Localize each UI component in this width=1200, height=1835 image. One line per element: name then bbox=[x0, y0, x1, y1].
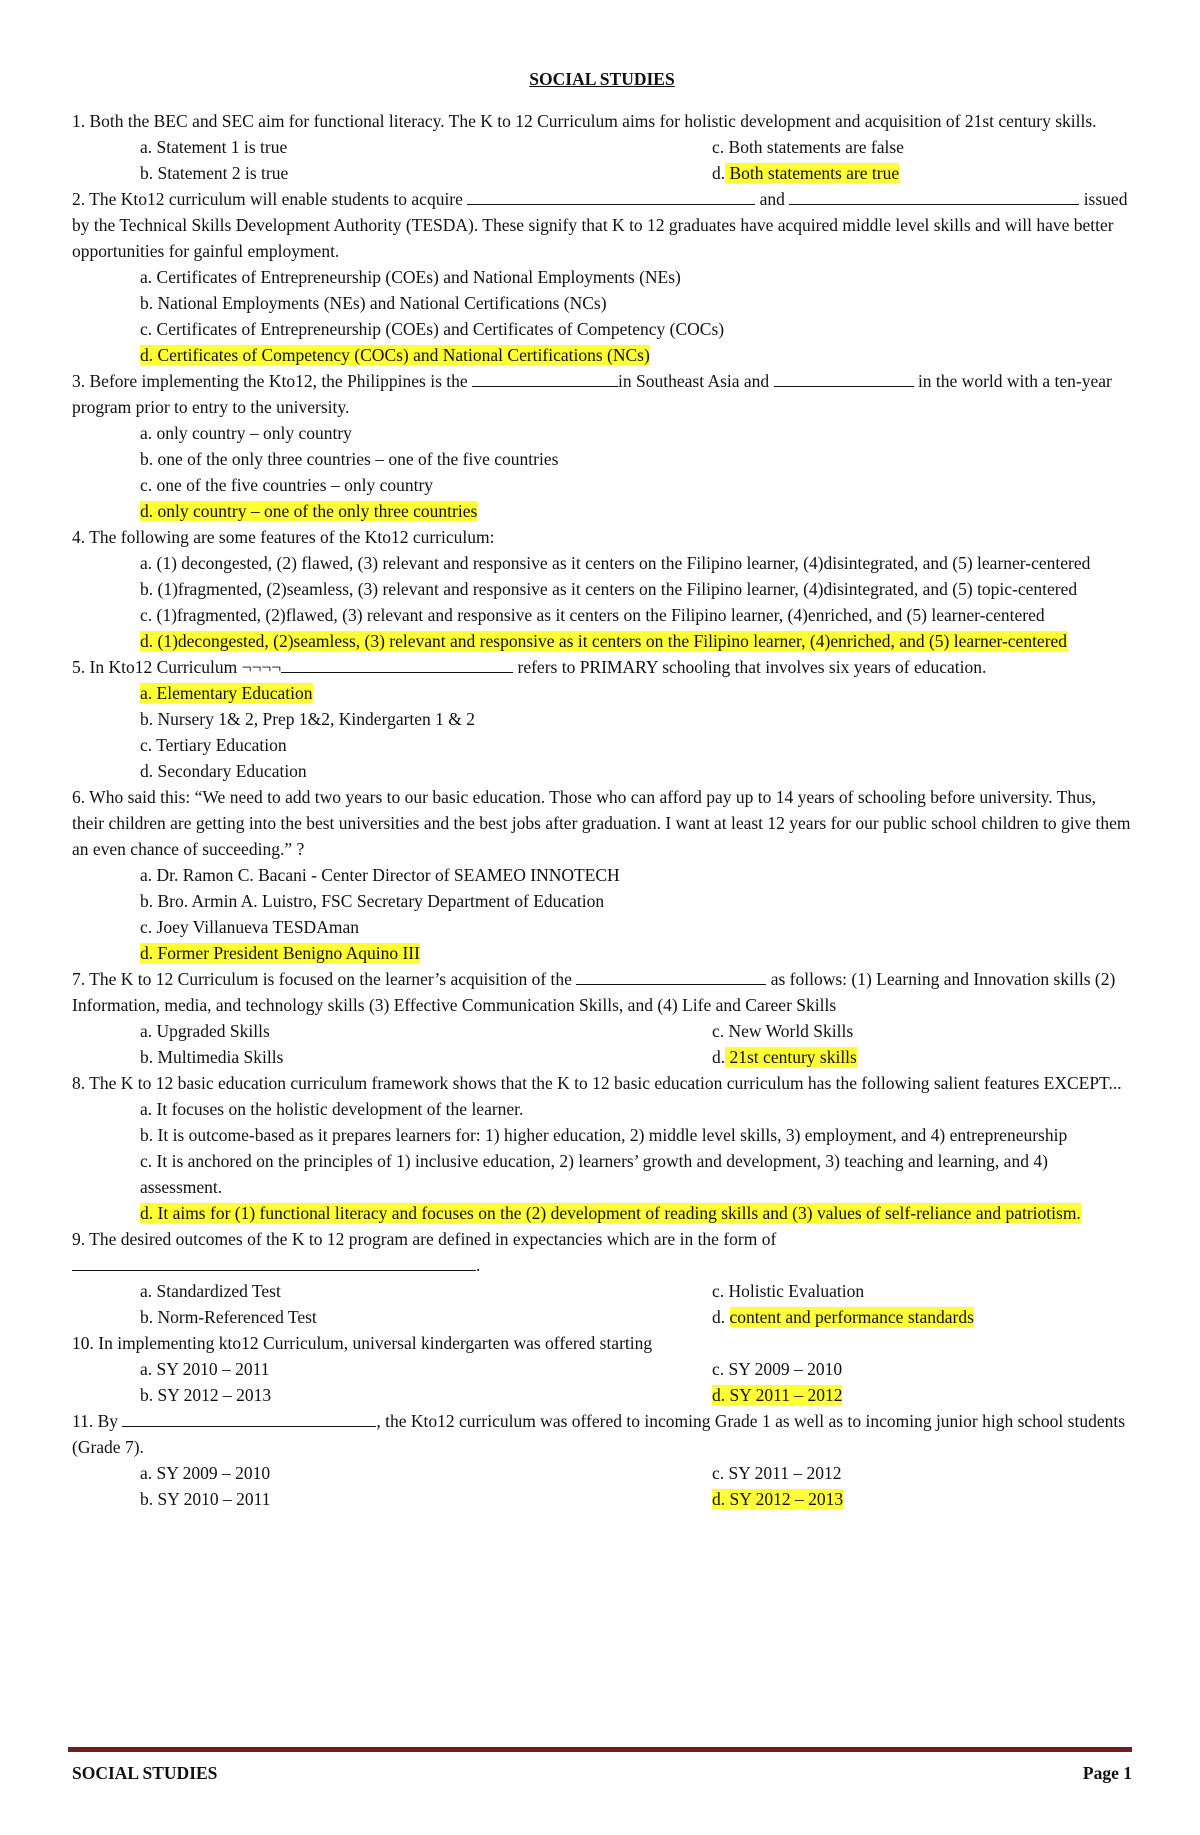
question-stem bbox=[72, 368, 1132, 420]
option-d bbox=[140, 940, 1132, 966]
option-d bbox=[712, 1044, 1132, 1070]
stem-part: refers to PRIMARY schooling that involves six years of education. bbox=[517, 657, 987, 677]
option-a: a. It focuses on the holistic development of the learner. bbox=[140, 1099, 524, 1119]
option-c: c. SY 2009 – 2010 bbox=[712, 1359, 843, 1379]
page-number: Page 1 bbox=[1082, 1763, 1132, 1783]
highlighted-answer: d. Former President Benigno Aquino III bbox=[140, 943, 420, 963]
stem-part: 11. By bbox=[72, 1411, 119, 1431]
option-d bbox=[712, 1382, 1132, 1408]
option-d bbox=[140, 1200, 1132, 1226]
stem-part: 3. Before implementing the Kto12, the Philippines is the bbox=[72, 371, 468, 391]
footer-divider bbox=[68, 1747, 1132, 1752]
highlighted-answer: a. Elementary Education bbox=[140, 683, 313, 703]
option-b: b. Nursery 1& 2, Prep 1&2, Kindergarten 1 & 2 bbox=[140, 709, 476, 729]
option-a: a. Standardized Test bbox=[140, 1281, 281, 1301]
option-a: a. Upgraded Skills bbox=[140, 1021, 270, 1041]
stem-part: in Southeast Asia and bbox=[618, 371, 770, 391]
question-7 bbox=[72, 966, 1132, 1070]
question-stem bbox=[72, 186, 1132, 264]
option-b: b. Norm-Referenced Test bbox=[140, 1307, 317, 1327]
answer-blank bbox=[472, 368, 618, 387]
option-c: c. one of the five countries – only country bbox=[140, 475, 434, 495]
option-d bbox=[140, 342, 1132, 368]
stem-part: and bbox=[759, 189, 785, 209]
option-d bbox=[712, 160, 1132, 186]
page-footer bbox=[72, 1760, 1132, 1786]
option-d bbox=[140, 628, 1132, 654]
answer-blank bbox=[467, 186, 755, 205]
answer-blank bbox=[281, 654, 513, 673]
option-b: b. (1)fragmented, (2)seamless, (3) relevant and responsive as it centers on the Filipino learner, (4)disintegrated, and (5) topic-centered bbox=[140, 579, 1078, 599]
option-prefix: d. bbox=[712, 163, 726, 183]
question-stem bbox=[72, 654, 1132, 680]
option-b: b. Statement 2 is true bbox=[140, 163, 289, 183]
answer-blank bbox=[72, 1252, 476, 1271]
option-c: c. It is anchored on the principles of 1) inclusive education, 2) learners’ growth and development, 3) teaching and learning, and 4) assessment. bbox=[140, 1151, 1048, 1197]
question-stem: 4. The following are some features of the Kto12 curriculum: bbox=[72, 527, 495, 547]
highlighted-answer: d. It aims for (1) functional literacy and focuses on the (2) development of reading skills and (3) values of self-reliance and patriotism. bbox=[140, 1203, 1081, 1223]
option-a: a. SY 2010 – 2011 bbox=[140, 1359, 270, 1379]
stem-part: issued by the Technical Skills Development Authority (TESDA). These signify that K to 12 graduates have acquired middle level skills and will have better opportunities for gainful employment. bbox=[72, 189, 1128, 261]
option-c: c. Holistic Evaluation bbox=[712, 1281, 865, 1301]
question-4 bbox=[72, 524, 1132, 654]
highlighted-answer: 21st century skills bbox=[725, 1047, 857, 1067]
question-11 bbox=[72, 1408, 1132, 1512]
answer-blank bbox=[576, 966, 766, 985]
question-10 bbox=[72, 1330, 1132, 1408]
stem-part: 7. The K to 12 Curriculum is focused on the learner’s acquisition of the bbox=[72, 969, 572, 989]
question-stem: 10. In implementing kto12 Curriculum, universal kindergarten was offered starting bbox=[72, 1333, 653, 1353]
question-stem bbox=[72, 1408, 1132, 1460]
option-prefix: d. bbox=[712, 1307, 726, 1327]
option-a: a. (1) decongested, (2) flawed, (3) relevant and responsive as it centers on the Filipino learner, (4)disintegrated, and (5) learner-centered bbox=[140, 553, 1091, 573]
question-stem: 9. The desired outcomes of the K to 12 program are defined in expectancies which are in the form of bbox=[72, 1229, 777, 1249]
option-b: b. National Employments (NEs) and National Certifications (NCs) bbox=[140, 293, 607, 313]
answer-line: . bbox=[72, 1252, 1132, 1278]
option-d bbox=[712, 1304, 1132, 1330]
stem-part: 2. The Kto12 curriculum will enable students to acquire bbox=[72, 189, 463, 209]
option-c: c. Joey Villanueva TESDAman bbox=[140, 917, 359, 937]
option-b: b. Bro. Armin A. Luistro, FSC Secretary Department of Education bbox=[140, 891, 605, 911]
stem-part: in the world with a ten-year program prior to entry to the university. bbox=[72, 371, 1112, 417]
highlighted-answer: d. SY 2011 – 2012 bbox=[712, 1385, 843, 1405]
option-d bbox=[712, 1486, 1132, 1512]
page-title: SOCIAL STUDIES bbox=[529, 69, 675, 89]
highlighted-answer: d. SY 2012 – 2013 bbox=[712, 1489, 844, 1509]
answer-blank bbox=[122, 1408, 376, 1427]
highlighted-answer: d. (1)decongested, (2)seamless, (3) relevant and responsive as it centers on the Filipino learner, (4)enriched, and (5) learner-centered bbox=[140, 631, 1068, 651]
option-b: b. SY 2010 – 2011 bbox=[140, 1489, 271, 1509]
option-b: b. one of the only three countries – one of the five countries bbox=[140, 449, 559, 469]
answer-blank bbox=[774, 368, 914, 387]
option-a: a. Statement 1 is true bbox=[140, 137, 288, 157]
stem-part: , the Kto12 curriculum was offered to incoming Grade 1 as well as to incoming junior high school students (Grade 7). bbox=[72, 1411, 1126, 1457]
option-c: c. (1)fragmented, (2)flawed, (3) relevant and responsive as it centers on the Filipino learner, (4)enriched, and (5) learner-centered bbox=[140, 605, 1045, 625]
question-6 bbox=[72, 784, 1132, 966]
option-a: a. Dr. Ramon C. Bacani - Center Director of SEAMEO INNOTECH bbox=[140, 865, 620, 885]
stem-part: 5. In Kto12 Curriculum ¬¬¬¬ bbox=[72, 657, 282, 677]
question-stem: 1. Both the BEC and SEC aim for functional literacy. The K to 12 Curriculum aims for holistic development and acquisition of 21st century skills. bbox=[72, 111, 1097, 131]
option-c: c. Both statements are false bbox=[712, 137, 904, 157]
option-a bbox=[140, 680, 1132, 706]
option-c: c. Certificates of Entrepreneurship (COEs) and Certificates of Competency (COCs) bbox=[140, 319, 725, 339]
question-2 bbox=[72, 186, 1132, 368]
question-stem bbox=[72, 966, 1132, 1018]
stem-part: as follows: (1) Learning and Innovation skills (2) Information, media, and technology skills (3) Effective Communication Skills, and (4) Life and Career Skills bbox=[72, 969, 1116, 1015]
option-c: c. SY 2011 – 2012 bbox=[712, 1463, 842, 1483]
option-a: a. Certificates of Entrepreneurship (COEs) and National Employments (NEs) bbox=[140, 267, 681, 287]
highlighted-answer: content and performance standards bbox=[729, 1307, 974, 1327]
option-a: a. only country – only country bbox=[140, 423, 352, 443]
answer-blank bbox=[789, 186, 1079, 205]
highlighted-answer: d. only country – one of the only three countries bbox=[140, 501, 478, 521]
option-b: b. It is outcome-based as it prepares learners for: 1) higher education, 2) middle level skills, 3) employment, and 4) entrepreneurship bbox=[140, 1125, 1068, 1145]
question-stem: 8. The K to 12 basic education curriculum framework shows that the K to 12 basic education curriculum has the following salient features EXCEPT... bbox=[72, 1073, 1122, 1093]
option-d bbox=[140, 498, 1132, 524]
highlighted-answer: Both statements are true bbox=[725, 163, 900, 183]
option-prefix: d. bbox=[712, 1047, 726, 1067]
question-3 bbox=[72, 368, 1132, 524]
option-b: b. SY 2012 – 2013 bbox=[140, 1385, 272, 1405]
question-9 bbox=[72, 1226, 1132, 1330]
question-stem: 6. Who said this: “We need to add two years to our basic education. Those who can afford pay up to 14 years of schooling before university. Thus, their children are getting into the best universities and the best jobs after graduation. I want at least 12 years for our public school children to give them an even chance of succeeding.” ? bbox=[72, 787, 1131, 859]
question-8 bbox=[72, 1070, 1132, 1226]
highlighted-answer: d. Certificates of Competency (COCs) and National Certifications (NCs) bbox=[140, 345, 650, 365]
option-b: b. Multimedia Skills bbox=[140, 1047, 284, 1067]
question-5 bbox=[72, 654, 1132, 784]
option-d: d. Secondary Education bbox=[140, 761, 307, 781]
footer-title: SOCIAL STUDIES bbox=[72, 1763, 218, 1783]
document-body bbox=[72, 66, 1132, 1512]
option-a: a. SY 2009 – 2010 bbox=[140, 1463, 271, 1483]
option-c: c. New World Skills bbox=[712, 1021, 854, 1041]
option-c: c. Tertiary Education bbox=[140, 735, 287, 755]
question-1 bbox=[72, 108, 1132, 186]
